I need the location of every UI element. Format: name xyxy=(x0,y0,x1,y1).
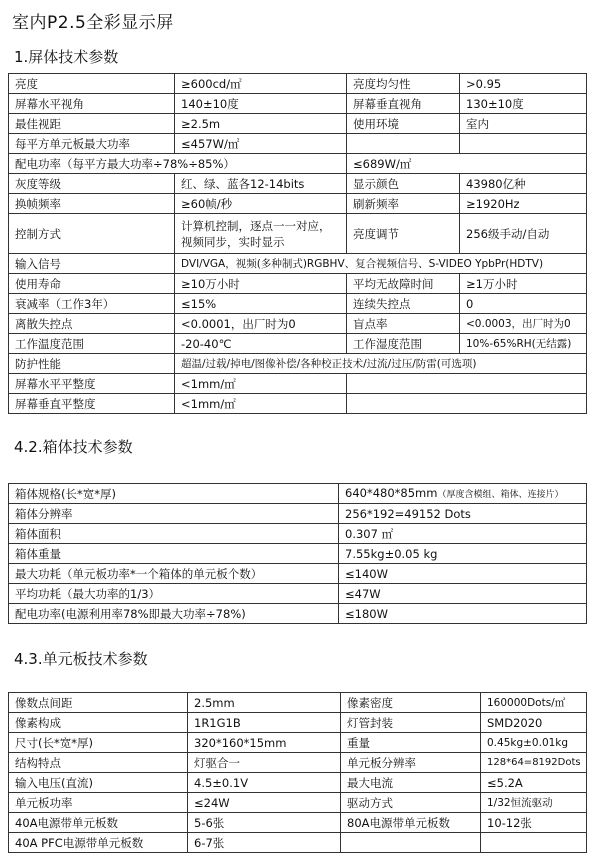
spec-value: ≥600cd/㎡ xyxy=(175,74,347,94)
spec-value: 130±10度 xyxy=(460,94,587,114)
empty-cell xyxy=(347,374,587,394)
spec-label: 像素构成 xyxy=(9,713,188,733)
table-row xyxy=(9,773,587,793)
spec-value: ≥1920Hz xyxy=(460,194,587,214)
spec-label: 亮度均匀性 xyxy=(347,74,460,94)
spec-value: 0 xyxy=(460,294,587,314)
table-row xyxy=(9,314,587,334)
spec-value: 5-6张 xyxy=(188,813,341,833)
spec-label: 箱体重量 xyxy=(9,544,339,564)
spec-label: 屏幕垂直平整度 xyxy=(9,394,175,414)
spec-label: 箱体分辨率 xyxy=(9,504,339,524)
spec-label: 80A电源带单元板数 xyxy=(341,813,481,833)
spec-label: 使用寿命 xyxy=(9,274,175,294)
spec-value: 计算机控制，逐点一一对应，视频同步，实时显示 xyxy=(175,214,347,254)
section2-title: 4.2.箱体技术参数 xyxy=(14,438,133,456)
spec-value: <0.0001，出厂时为0 xyxy=(175,314,347,334)
table-row xyxy=(9,334,587,354)
table-row xyxy=(9,524,587,544)
spec-value: 43980亿种 xyxy=(460,174,587,194)
spec-label: 显示颜色 xyxy=(347,174,460,194)
spec-label: 最大电流 xyxy=(341,773,481,793)
table-row xyxy=(9,274,587,294)
table-row xyxy=(9,733,587,753)
spec-value: ≥1万小时 xyxy=(460,274,587,294)
spec-value: ≤24W xyxy=(188,793,341,813)
spec-value: ≤180W xyxy=(339,604,587,624)
cabinet-size-value: 640*480*85mm xyxy=(345,485,438,500)
empty-cell xyxy=(347,134,460,154)
spec-label: 平均功耗（最大功率的1/3） xyxy=(9,584,339,604)
spec-label: 配电功率(电源利用率78%即最大功率÷78%) xyxy=(9,604,339,624)
spec-label: 重量 xyxy=(341,733,481,753)
spec-value: 140±10度 xyxy=(175,94,347,114)
spec-label: 灰度等级 xyxy=(9,174,175,194)
spec-value: 1/32恒流驱动 xyxy=(481,793,587,813)
table-row xyxy=(9,793,587,813)
spec-value: 红、绿、蓝各12-14bits xyxy=(175,174,347,194)
table-row xyxy=(9,564,587,584)
spec-value: >0.95 xyxy=(460,74,587,94)
spec-label: 刷新频率 xyxy=(347,194,460,214)
spec-label: 输入信号 xyxy=(9,254,175,274)
table-row xyxy=(9,294,587,314)
spec-value: <0.0003，出厂时为0 xyxy=(460,314,587,334)
spec-value: 6-7张 xyxy=(188,833,341,853)
spec-value: 160000Dots/㎡ xyxy=(481,693,587,713)
spec-value: ≤5.2A xyxy=(481,773,587,793)
screen-spec-table xyxy=(8,73,587,414)
spec-value: 10%-65%RH(无结露) xyxy=(460,334,587,354)
table-row xyxy=(9,194,587,214)
spec-label: 像素密度 xyxy=(341,693,481,713)
spec-value: ≤689W/㎡ xyxy=(347,154,587,174)
spec-label: 配电功率（每平方最大功率÷78%÷85%） xyxy=(9,154,347,174)
empty-cell xyxy=(481,833,587,853)
spec-value: ≥2.5m xyxy=(175,114,347,134)
table-row xyxy=(9,394,587,414)
spec-value: <1mm/㎡ xyxy=(175,374,347,394)
spec-label: 驱动方式 xyxy=(341,793,481,813)
spec-value: 128*64=8192Dots xyxy=(481,753,587,773)
spec-value: 0.307 ㎡ xyxy=(339,524,587,544)
spec-value: 1R1G1B xyxy=(188,713,341,733)
spec-label: 结构特点 xyxy=(9,753,188,773)
spec-value: 10-12张 xyxy=(481,813,587,833)
spec-label: 箱体规格(长*宽*厚) xyxy=(9,484,339,504)
table-row xyxy=(9,74,587,94)
spec-label: 最大功耗（单元板功率*一个箱体的单元板个数） xyxy=(9,564,339,584)
spec-label: 盲点率 xyxy=(347,314,460,334)
spec-label: 输入电压(直流) xyxy=(9,773,188,793)
spec-value: DVI/VGA，视频(多种制式)RGBHV、复合视频信号、S-VIDEO YpbPr(HDTV) xyxy=(175,254,587,274)
spec-label: 单元板功率 xyxy=(9,793,188,813)
spec-value: 2.5mm xyxy=(188,693,341,713)
table-row xyxy=(9,544,587,564)
spec-label: 屏幕垂直视角 xyxy=(347,94,460,114)
spec-value: 4.5±0.1V xyxy=(188,773,341,793)
empty-cell xyxy=(341,833,481,853)
spec-value: 7.55kg±0.05 kg xyxy=(339,544,587,564)
spec-value: SMD2020 xyxy=(481,713,587,733)
spec-label: 箱体面积 xyxy=(9,524,339,544)
table-row xyxy=(9,174,587,194)
spec-label: 防护性能 xyxy=(9,354,175,374)
spec-label: 40A电源带单元板数 xyxy=(9,813,188,833)
spec-label: 尺寸(长*宽*厚) xyxy=(9,733,188,753)
spec-label: 工作湿度范围 xyxy=(347,334,460,354)
spec-value: ≤140W xyxy=(339,564,587,584)
empty-cell xyxy=(347,394,587,414)
spec-label: 使用环境 xyxy=(347,114,460,134)
table-row xyxy=(9,713,587,733)
module-spec-table xyxy=(8,692,587,853)
empty-cell xyxy=(460,134,587,154)
table-row xyxy=(9,833,587,853)
spec-label: 换帧频率 xyxy=(9,194,175,214)
spec-value: 256级手动/自动 xyxy=(460,214,587,254)
spec-value: ≥60帧/秒 xyxy=(175,194,347,214)
spec-value: 室内 xyxy=(460,114,587,134)
spec-label: 像数点间距 xyxy=(9,693,188,713)
table-row xyxy=(9,753,587,773)
table-row xyxy=(9,504,587,524)
table-row xyxy=(9,604,587,624)
spec-value: 超温/过载/掉电/图像补偿/各种校正技术/过流/过压/防雷(可选项) xyxy=(175,354,587,374)
spec-label: 屏幕水平平整度 xyxy=(9,374,175,394)
spec-label: 每平方单元板最大功率 xyxy=(9,134,175,154)
spec-label: 40A PFC电源带单元板数 xyxy=(9,833,188,853)
spec-value: ≥10万小时 xyxy=(175,274,347,294)
spec-label: 灯管封装 xyxy=(341,713,481,733)
table-row xyxy=(9,354,587,374)
table-row xyxy=(9,154,587,174)
spec-value: <1mm/㎡ xyxy=(175,394,347,414)
spec-label: 单元板分辨率 xyxy=(341,753,481,773)
table-row xyxy=(9,94,587,114)
spec-label: 亮度 xyxy=(9,74,175,94)
table-row xyxy=(9,484,587,504)
spec-label: 控制方式 xyxy=(9,214,175,254)
spec-value: ≤15% xyxy=(175,294,347,314)
document-title: 室内P2.5全彩显示屏 xyxy=(12,13,174,33)
spec-value: 灯驱合一 xyxy=(188,753,341,773)
table-row xyxy=(9,693,587,713)
spec-label: 离散失控点 xyxy=(9,314,175,334)
spec-value xyxy=(339,484,587,504)
table-row xyxy=(9,584,587,604)
spec-value: -20-40℃ xyxy=(175,334,347,354)
cabinet-size-note: （厚度含模组、箱体、连接片） xyxy=(437,489,564,500)
spec-label: 最佳视距 xyxy=(9,114,175,134)
section1-title: 1.屏体技术参数 xyxy=(14,48,119,66)
table-row xyxy=(9,214,587,254)
table-row xyxy=(9,813,587,833)
spec-value: 320*160*15mm xyxy=(188,733,341,753)
spec-value: ≤457W/㎡ xyxy=(175,134,347,154)
spec-label: 平均无故障时间 xyxy=(347,274,460,294)
spec-label: 屏幕水平视角 xyxy=(9,94,175,114)
spec-value: 0.45kg±0.01kg xyxy=(481,733,587,753)
spec-value: 256*192=49152 Dots xyxy=(339,504,587,524)
section3-title: 4.3.单元板技术参数 xyxy=(14,650,148,668)
spec-value: ≤47W xyxy=(339,584,587,604)
spec-label: 工作温度范围 xyxy=(9,334,175,354)
spec-label: 连续失控点 xyxy=(347,294,460,314)
table-row xyxy=(9,114,587,134)
table-row xyxy=(9,134,587,154)
spec-label: 衰减率（工作3年） xyxy=(9,294,175,314)
spec-label: 亮度调节 xyxy=(347,214,460,254)
cabinet-spec-table xyxy=(8,483,587,624)
table-row xyxy=(9,254,587,274)
table-row xyxy=(9,374,587,394)
